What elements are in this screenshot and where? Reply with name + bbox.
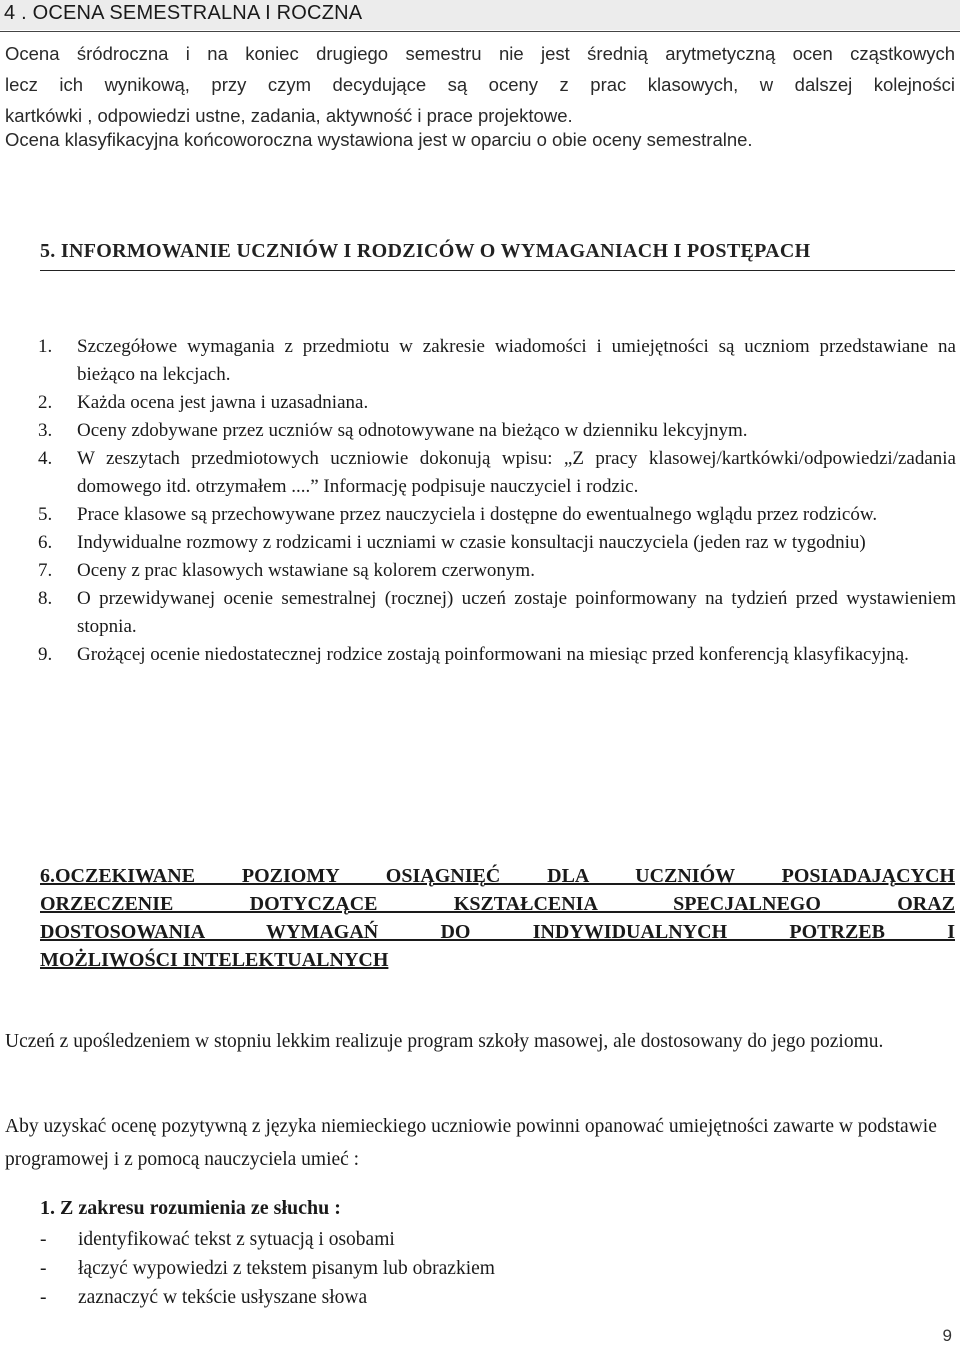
- sublist-title: 1. Z zakresu rozumienia ze słuchu :: [40, 1197, 341, 1219]
- list-item: [38, 585, 956, 641]
- list-item: [38, 417, 956, 445]
- list-text: Oceny zdobywane przez uczniów są odnotowywane na bieżąco w dzienniku lekcyjnym.: [77, 420, 748, 441]
- list-text: W zeszytach przedmiotowych uczniowie dokonują wpisu: „Z pracy klasowej/kartkówki/odpowiedzi/zadania domowego itd. otrzymałem ....” Informację podpisuje nauczyciel i rodzic.: [77, 448, 956, 497]
- section-6-paragraph-2: Aby uzyskać ocenę pozytywną z języka niemieckiego uczniowie powinni opanować umiejętności zawarte w podstawie programowej i z pomocą nauczyciela umieć :: [5, 1116, 937, 1170]
- list-item: [38, 445, 956, 501]
- section-4-paragraph-2: Ocena klasyfikacyjna końcoworoczna wystawiona jest w oparciu o obie oceny semestralne.: [5, 129, 753, 150]
- list-number: 1.: [38, 336, 53, 357]
- dash-bullet: -: [40, 1258, 47, 1279]
- list-item: [40, 1225, 495, 1254]
- list-item: [38, 641, 956, 669]
- list-number: 6.: [38, 532, 53, 553]
- section-5-rule: [40, 270, 955, 271]
- dash-bullet: -: [40, 1229, 47, 1250]
- list-number: 9.: [38, 644, 53, 665]
- section-6-title: [40, 862, 955, 974]
- list-text: zaznaczyć w tekście usłyszane słowa: [78, 1287, 368, 1308]
- list-text: O przewidywanej ocenie semestralnej (rocznej) uczeń zostaje poinformowany na tydzień przed wystawieniem stopnia.: [77, 588, 956, 637]
- paragraph-line: kartkówki , odpowiedzi ustne, zadania, aktywność i prace projektowe.: [5, 105, 573, 126]
- title-line: ORZECZENIE DOTYCZĄCE KSZTAŁCENIA SPECJALNEGO ORAZ: [40, 893, 955, 915]
- list-number: 5.: [38, 504, 53, 525]
- title-line: MOŻLIWOŚCI INTELEKTUALNYCH: [40, 949, 389, 971]
- title-line: DOSTOSOWANIA WYMAGAŃ DO INDYWIDUALNYCH POTRZEB I: [40, 921, 955, 943]
- section-4-paragraph-1: [5, 38, 955, 131]
- paragraph-line: Ocena śródroczna i na koniec drugiego semestru nie jest średnią arytmetyczną ocen cząstkowych: [5, 43, 955, 64]
- title-line: 6.OCZEKIWANE POZIOMY OSIĄGNIĘĆ DLA UCZNIÓW POSIADAJĄCYCH: [40, 865, 955, 887]
- paragraph-line: lecz ich wynikową, przy czym decydujące są oceny z prac klasowych, w dalszej kolejności: [5, 74, 955, 95]
- list-text: Indywidualne rozmowy z rodzicami i uczniami w czasie konsultacji nauczyciela (jeden raz w tygodniu): [77, 532, 866, 553]
- section-4-header: [0, 0, 960, 30]
- page-number: 9: [942, 1326, 952, 1345]
- list-number: 2.: [38, 392, 53, 413]
- list-text: Każda ocena jest jawna i uzasadniana.: [77, 392, 369, 413]
- list-item: [38, 557, 956, 585]
- list-number: 4.: [38, 448, 53, 469]
- list-item: [40, 1283, 495, 1312]
- list-text: Oceny z prac klasowych wstawiane są kolorem czerwonym.: [77, 560, 535, 581]
- list-text: Grożącej ocenie niedostatecznej rodzice zostają poinformowani na miesiąc przed konferencją klasyfikacyjną.: [77, 644, 909, 665]
- list-text: Prace klasowe są przechowywane przez nauczyciela i dostępne do ewentualnego wglądu przez rodziców.: [77, 504, 878, 525]
- section-5-title: 5. INFORMOWANIE UCZNIÓW I RODZICÓW O WYMAGANIACH I POSTĘPACH: [40, 240, 811, 262]
- skills-list: [40, 1225, 495, 1312]
- list-number: 8.: [38, 588, 53, 609]
- dash-bullet: -: [40, 1287, 47, 1308]
- section-5-list: [38, 333, 956, 669]
- list-item: [38, 389, 956, 417]
- list-number: 3.: [38, 420, 53, 441]
- list-text: łączyć wypowiedzi z tekstem pisanym lub obrazkiem: [78, 1258, 495, 1279]
- header-rule: [0, 31, 960, 32]
- list-number: 7.: [38, 560, 53, 581]
- section-4-title: 4 . OCENA SEMESTRALNA I ROCZNA: [4, 2, 363, 24]
- section-6-paragraph-1: Uczeń z upośledzeniem w stopniu lekkim realizuje program szkoły masowej, ale dostosowany do jego poziomu.: [5, 1031, 884, 1052]
- list-text: Szczegółowe wymagania z przedmiotu w zakresie wiadomości i umiejętności są uczniom przedstawiane na bieżąco na lekcjach.: [77, 336, 956, 385]
- list-item: [38, 529, 956, 557]
- list-item: [38, 333, 956, 389]
- list-item: [40, 1254, 495, 1283]
- list-text: identyfikować tekst z sytuacją i osobami: [78, 1229, 395, 1250]
- list-item: [38, 501, 956, 529]
